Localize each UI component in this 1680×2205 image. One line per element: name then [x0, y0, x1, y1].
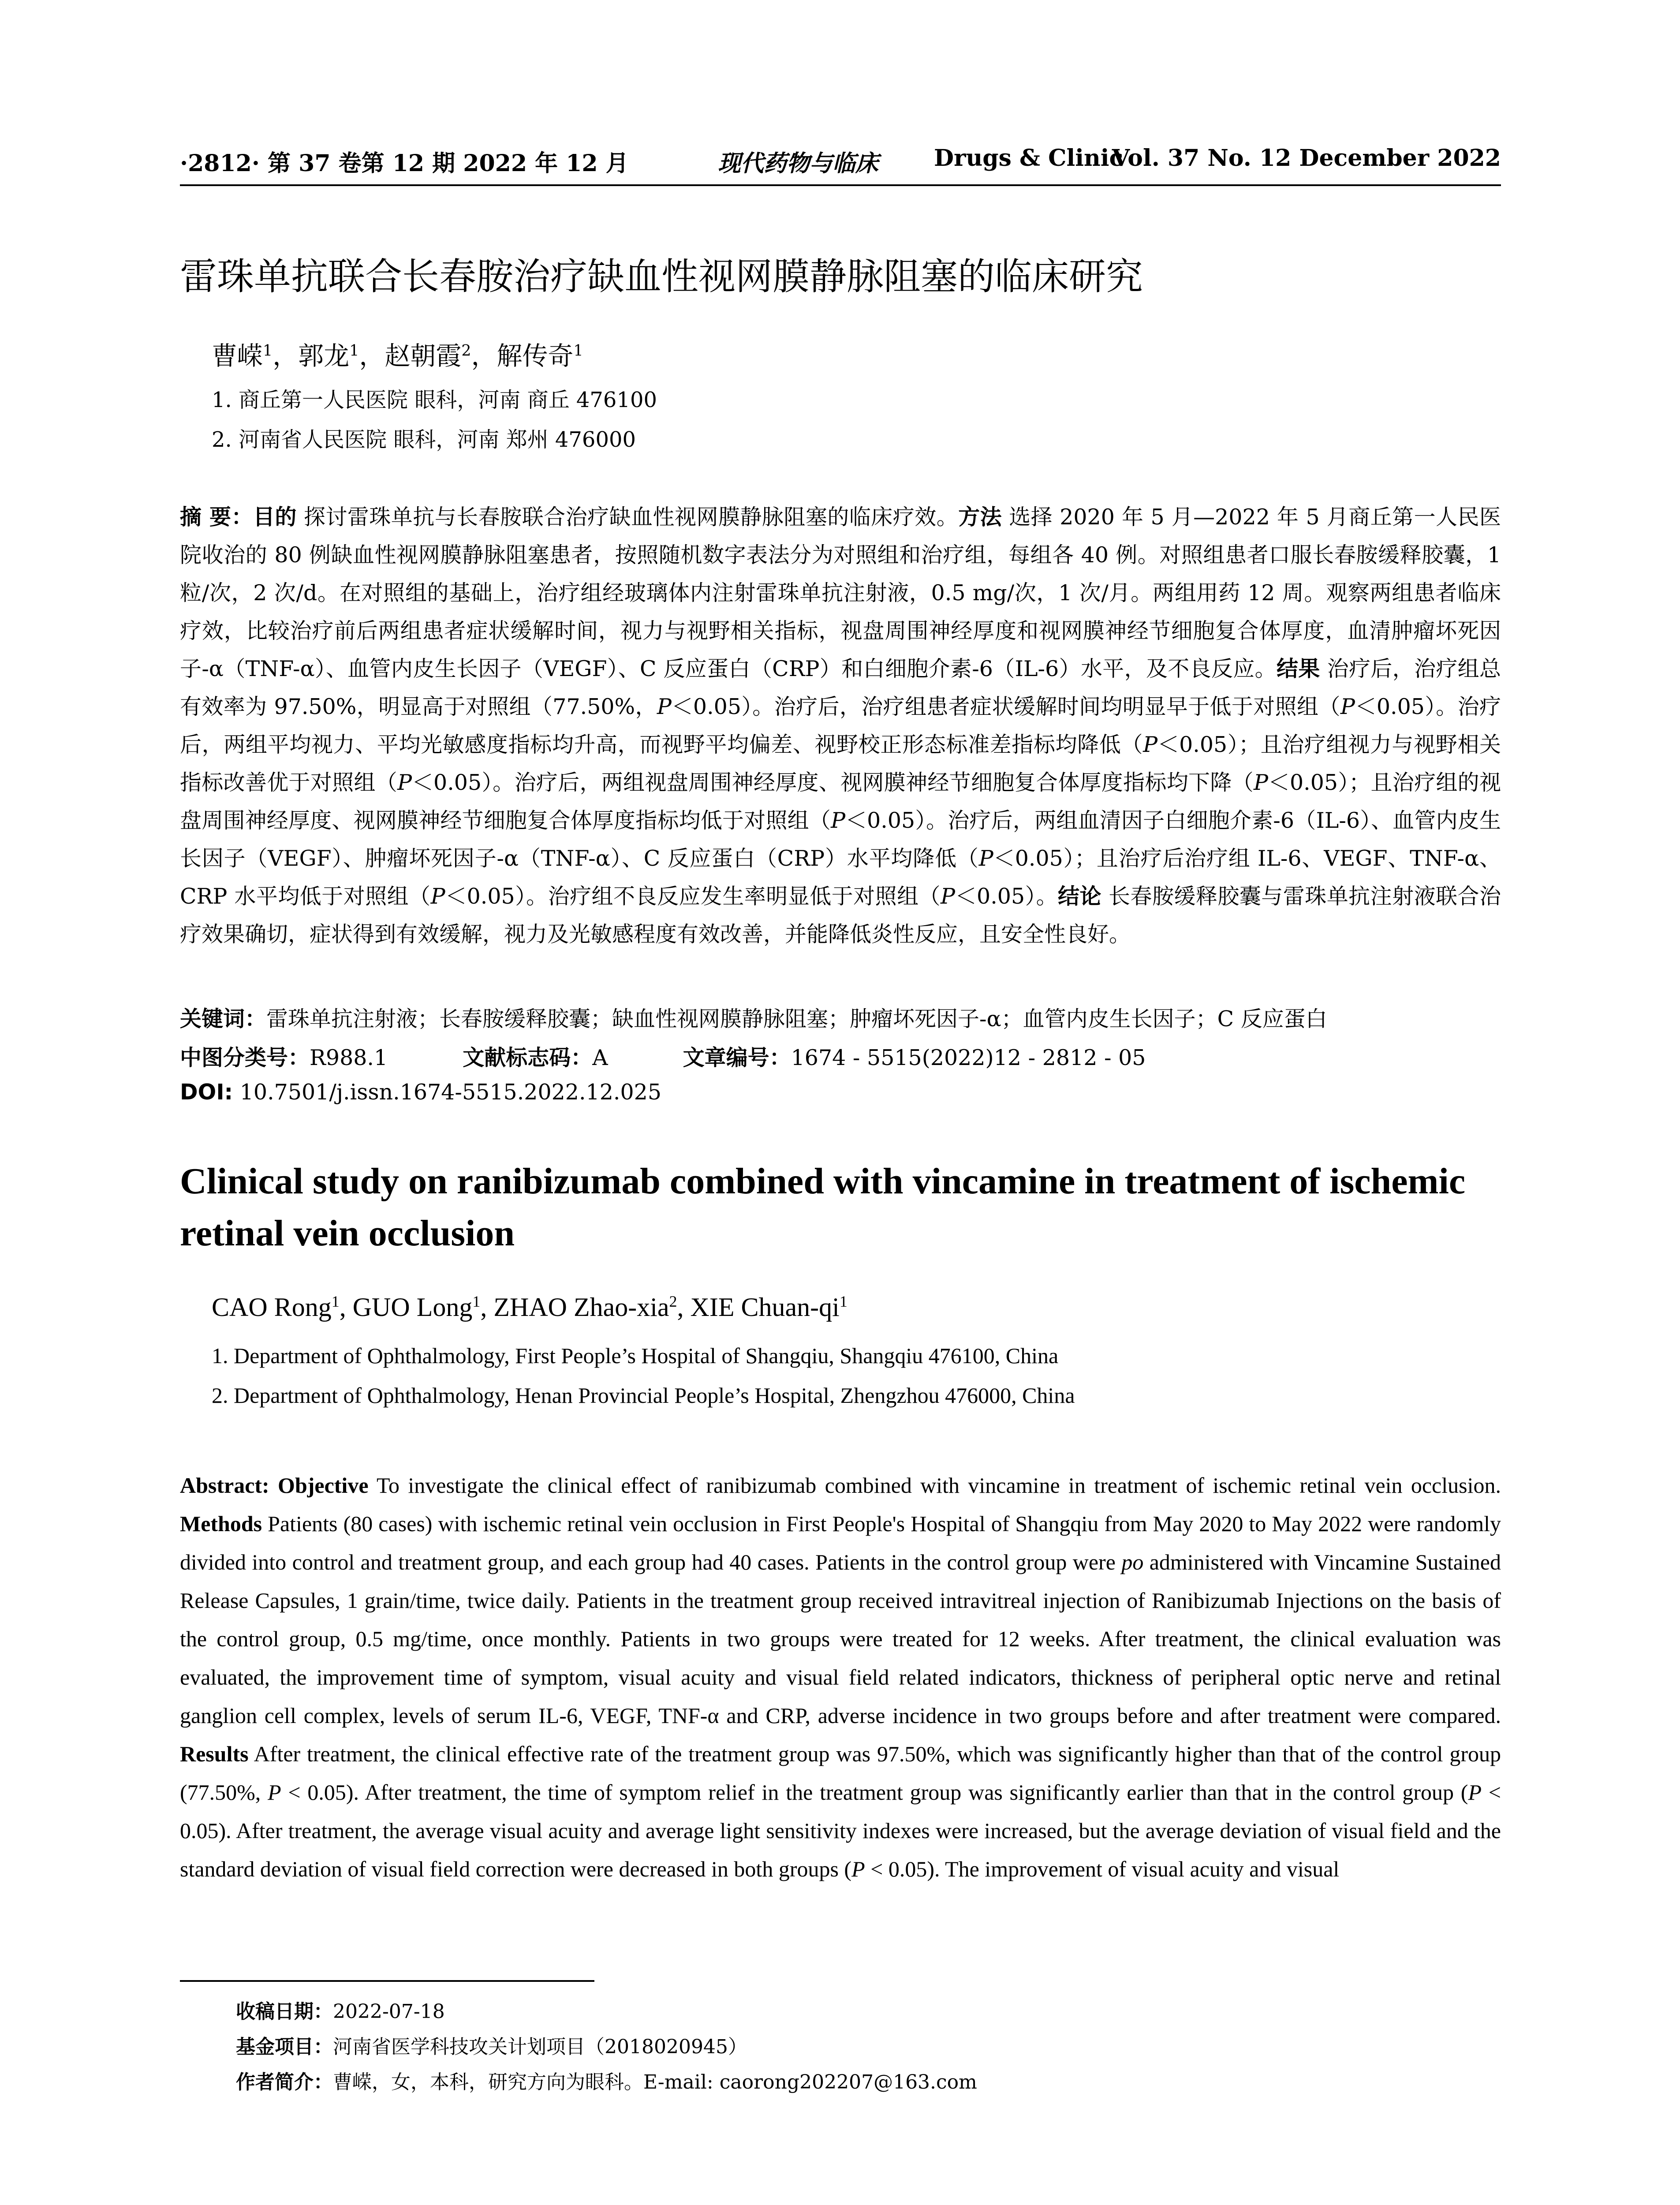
author-name: 解传奇 — [497, 341, 574, 371]
objective-text: 探讨雷珠单抗与长春胺联合治疗缺血性视网膜静脉阻塞的临床疗效。 — [296, 505, 959, 530]
doc-code-label: 文献标志码： — [463, 1045, 593, 1070]
author-name: 郭龙 — [298, 341, 350, 371]
english-affiliation-2: 2. Department of Ophthalmology, Henan Provincial People’s Hospital, Zhengzhou 476000, China — [212, 1383, 1075, 1408]
chinese-affiliation-2: 2. 河南省人民医院 眼科，河南 郑州 476000 — [212, 427, 636, 452]
methods-label: Methods — [180, 1511, 262, 1536]
doi-value[interactable]: 10.7501/j.issn.1674-5515.2022.12.025 — [233, 1080, 661, 1105]
chinese-abstract — [180, 498, 1501, 953]
author-affiliation-mark: 2 — [461, 342, 471, 360]
author-name: , GUO Long — [339, 1293, 473, 1322]
results-text: ＜0.05）。治疗后，治疗组患者症状缓解时间均明显早于低于对照组（ — [671, 694, 1340, 719]
chinese-affiliation-1: 1. 商丘第一人民医院 眼科，河南 商丘 476100 — [212, 388, 657, 412]
p-value-symbol: P — [268, 1780, 281, 1805]
results-text: After treatment, the clinical effective rate of the treatment group was 97.50%, which was significantly higher than that of the control group (77.50%, — [180, 1742, 1501, 1805]
footnote-label: 收稿日期： — [236, 2000, 333, 2023]
results-label: 结果 — [1277, 656, 1320, 681]
results-text: 治疗后，治疗组总有效率为 97.50%，明显高于对照组（77.50%， — [180, 656, 1501, 719]
results-label: Results — [180, 1742, 249, 1766]
author-name: 曹嵘 — [212, 341, 263, 371]
clc-label: 中图分类号： — [180, 1045, 310, 1070]
author-affiliation-mark: 1 — [839, 1293, 847, 1310]
results-text: ＜0.05）。治疗后，两组血清因子白细胞介素-6（IL-6）、血管内皮生长因子（VEGF）、肿瘤坏死因子-α（TNF-α）、C 反应蛋白（CRP）水平均降低（ — [180, 808, 1501, 871]
keywords-text: 雷珠单抗注射液；长春胺缓释胶囊；缺血性视网膜静脉阻塞；肿瘤坏死因子-α；血管内皮生长因子；C 反应蛋白 — [266, 1006, 1327, 1031]
p-value-symbol: P — [657, 694, 672, 719]
methods-label: 方法 — [958, 505, 1002, 530]
author-separator: ， — [273, 341, 299, 371]
author-name: , XIE Chuan-qi — [677, 1293, 840, 1322]
clc-value: R988.1 — [310, 1045, 388, 1070]
results-text: ＜0.05）；且治疗后治疗组 IL-6、VEGF、TNF-α、CRP 水平均低于对照组（ — [180, 846, 1501, 909]
chinese-authors — [212, 335, 583, 372]
article-number-value: 1674 - 5515(2022)12 - 2812 - 05 — [791, 1045, 1146, 1070]
p-value-symbol: P — [941, 884, 956, 909]
results-text: ＜0.05）。治疗后，两组平均视力、平均光敏感度指标均升高，而视野平均偏差、视野校正形态标准差指标均降低（ — [180, 694, 1501, 757]
conclusion-label: 结论 — [1058, 884, 1101, 909]
author-affiliation-mark: 1 — [331, 1293, 340, 1310]
methods-text: administered with Vincamine Sustained Release Capsules, 1 grain/time, twice daily. Patients in the treatment group received intravitreal injection of Ranibizumab Injections on the basis of the control group, 0.5 mg/time, once monthly. Patients in two groups were treated for 12 weeks. After treatment, the clinical evaluation was evaluated, the improvement time of symptom, visual acuity and visual field related indicators, thickness of peripheral optic nerve and retinal ganglion cell complex, levels of serum IL-6, VEGF, TNF-α and CRP, adverse incidence in two groups before and after treatment were compared. — [180, 1550, 1501, 1728]
p-value-symbol: P — [397, 770, 412, 795]
results-text: < 0.05). After treatment, the average visual acuity and average light sensitivity indexes were increased, but the average deviation of visual field and the standard deviation of visual field correction were decreased in both groups ( — [180, 1780, 1501, 1881]
article-number-label: 文章编号： — [683, 1045, 791, 1070]
conclusion-text: 长春胺缓释胶囊与雷珠单抗注射液联合治疗效果确切，症状得到有效缓解，视力及光敏感程度有效改善，并能降低炎性反应，且安全性良好。 — [180, 884, 1501, 947]
results-text: ＜0.05）。治疗组不良反应发生率明显低于对照组（ — [445, 884, 941, 909]
chinese-title: 雷珠单抗联合长春胺治疗缺血性视网膜静脉阻塞的临床研究 — [180, 255, 1143, 298]
header-issue-info: ·2812· 第 37 卷第 12 期 2022 年 12 月 — [180, 150, 629, 177]
p-value-symbol: P — [430, 884, 445, 909]
author-name: CAO Rong — [212, 1293, 332, 1322]
p-value-symbol: P — [1468, 1780, 1482, 1805]
author-separator: ， — [359, 341, 385, 371]
p-value-symbol: P — [831, 808, 846, 833]
footnote-label: 基金项目： — [236, 2036, 333, 2058]
abstract-label: 摘 要： — [180, 505, 253, 530]
keywords-label: 关键词： — [180, 1006, 267, 1031]
objective-text: To investigate the clinical effect of ranibizumab combined with vincamine in treatment of ischemic retinal vein occlusion. — [368, 1473, 1501, 1498]
results-text: ＜0.05）。治疗后，两组视盘周围神经厚度、视网膜神经节细胞复合体厚度指标均下降（ — [412, 770, 1254, 795]
methods-text: Patients (80 cases) with ischemic retinal vein occlusion in First People's Hospital of Shangqiu from May 2020 to May 2022 were randomly divided into control and treatment group, and each group had 40 cases. Patients in the control group were — [180, 1511, 1501, 1574]
english-title: Clinical study on ranibizumab combined with vincamine in treatment of ischemic retinal vein occlusion — [180, 1161, 1466, 1254]
abstract-objective-label: Abstract: Objective — [180, 1473, 369, 1498]
po-abbreviation: po — [1121, 1550, 1144, 1574]
footnote-received-date — [236, 1996, 445, 2024]
header-journal-cn: 现代药物与临床 — [718, 150, 879, 177]
english-authors — [212, 1292, 847, 1323]
footnote-label: 作者简介： — [236, 2071, 333, 2093]
author-name: 赵朝霞 — [385, 341, 462, 371]
author-separator: ， — [471, 341, 497, 371]
methods-text: 选择 2020 年 5 月—2022 年 5 月商丘第一人民医院收治的 80 例缺血性视网膜静脉阻塞患者，按照随机数字表法分为对照组和治疗组，每组各 40 例。对照组患者口服长春胺缓释胶囊，1 粒/次，2 次/d。在对照组的基础上，治疗组经玻璃体内注射雷珠单抗注射液，0.5 mg/次，1 次/月。两组用药 12 周。观察两组患者临床疗效，比较治疗前后两组患者症状缓解时间，视力与视野相关指标，视盘周围神经厚度和视网膜神经节细胞复合体厚度，血清肿瘤坏死因子-α（TNF-α）、血管内皮生长因子（VEGF）、C 反应蛋白（CRP）和白细胞介素-6（IL-6）水平，及不良反应。 — [180, 505, 1501, 681]
english-abstract — [180, 1466, 1501, 1888]
results-text: < 0.05). After treatment, the time of symptom relief in the treatment group was significantly earlier than that in the control group ( — [281, 1780, 1468, 1805]
classification-line — [180, 1041, 1503, 1072]
author-affiliation-mark: 1 — [472, 1293, 481, 1310]
objective-label: 目的 — [253, 505, 297, 530]
results-text: ＜0.05）；且治疗组的视盘周围神经厚度、视网膜神经节细胞复合体厚度指标均低于对照组（ — [180, 770, 1501, 833]
footnote-text: 河南省医学科技攻关计划项目（2018020945） — [333, 2036, 747, 2058]
footnote-text: 2022-07-18 — [333, 2000, 445, 2023]
english-affiliation-1: 1. Department of Ophthalmology, First People’s Hospital of Shangqiu, Shangqiu 476100, China — [212, 1343, 1059, 1368]
p-value-symbol: P — [978, 846, 993, 871]
footnote-author-bio — [236, 2066, 977, 2094]
keywords — [180, 1002, 1503, 1033]
doi-line — [180, 1080, 661, 1105]
doc-code-value: A — [592, 1045, 608, 1070]
footnote-text: 曹嵘，女，本科，研究方向为眼科。E-mail: caorong202207@163.com — [333, 2071, 977, 2093]
header-volume: Vol. 37 No. 12 December 2022 — [1112, 145, 1501, 172]
p-value-symbol: P — [1340, 694, 1355, 719]
p-value-symbol: P — [851, 1857, 865, 1881]
results-text: ＜0.05）；且治疗组视力与视野相关指标改善优于对照组（ — [180, 732, 1501, 795]
results-text: < 0.05). The improvement of visual acuity and visual — [865, 1857, 1340, 1881]
author-affiliation-mark: 2 — [669, 1293, 677, 1310]
author-name: , ZHAO Zhao-xia — [480, 1293, 669, 1322]
footnote-divider — [180, 1980, 594, 1982]
author-affiliation-mark: 1 — [349, 342, 359, 360]
header-journal-en: Drugs & Clinic — [934, 145, 1124, 172]
author-affiliation-mark: 1 — [573, 342, 583, 360]
footnote-funding — [236, 2031, 747, 2059]
p-value-symbol: P — [1143, 732, 1158, 757]
results-text: ＜0.05）。 — [955, 884, 1058, 909]
author-affiliation-mark: 1 — [263, 342, 273, 360]
running-header — [180, 140, 1501, 186]
p-value-symbol: P — [1253, 770, 1268, 795]
doi-label: DOI: — [180, 1080, 233, 1105]
